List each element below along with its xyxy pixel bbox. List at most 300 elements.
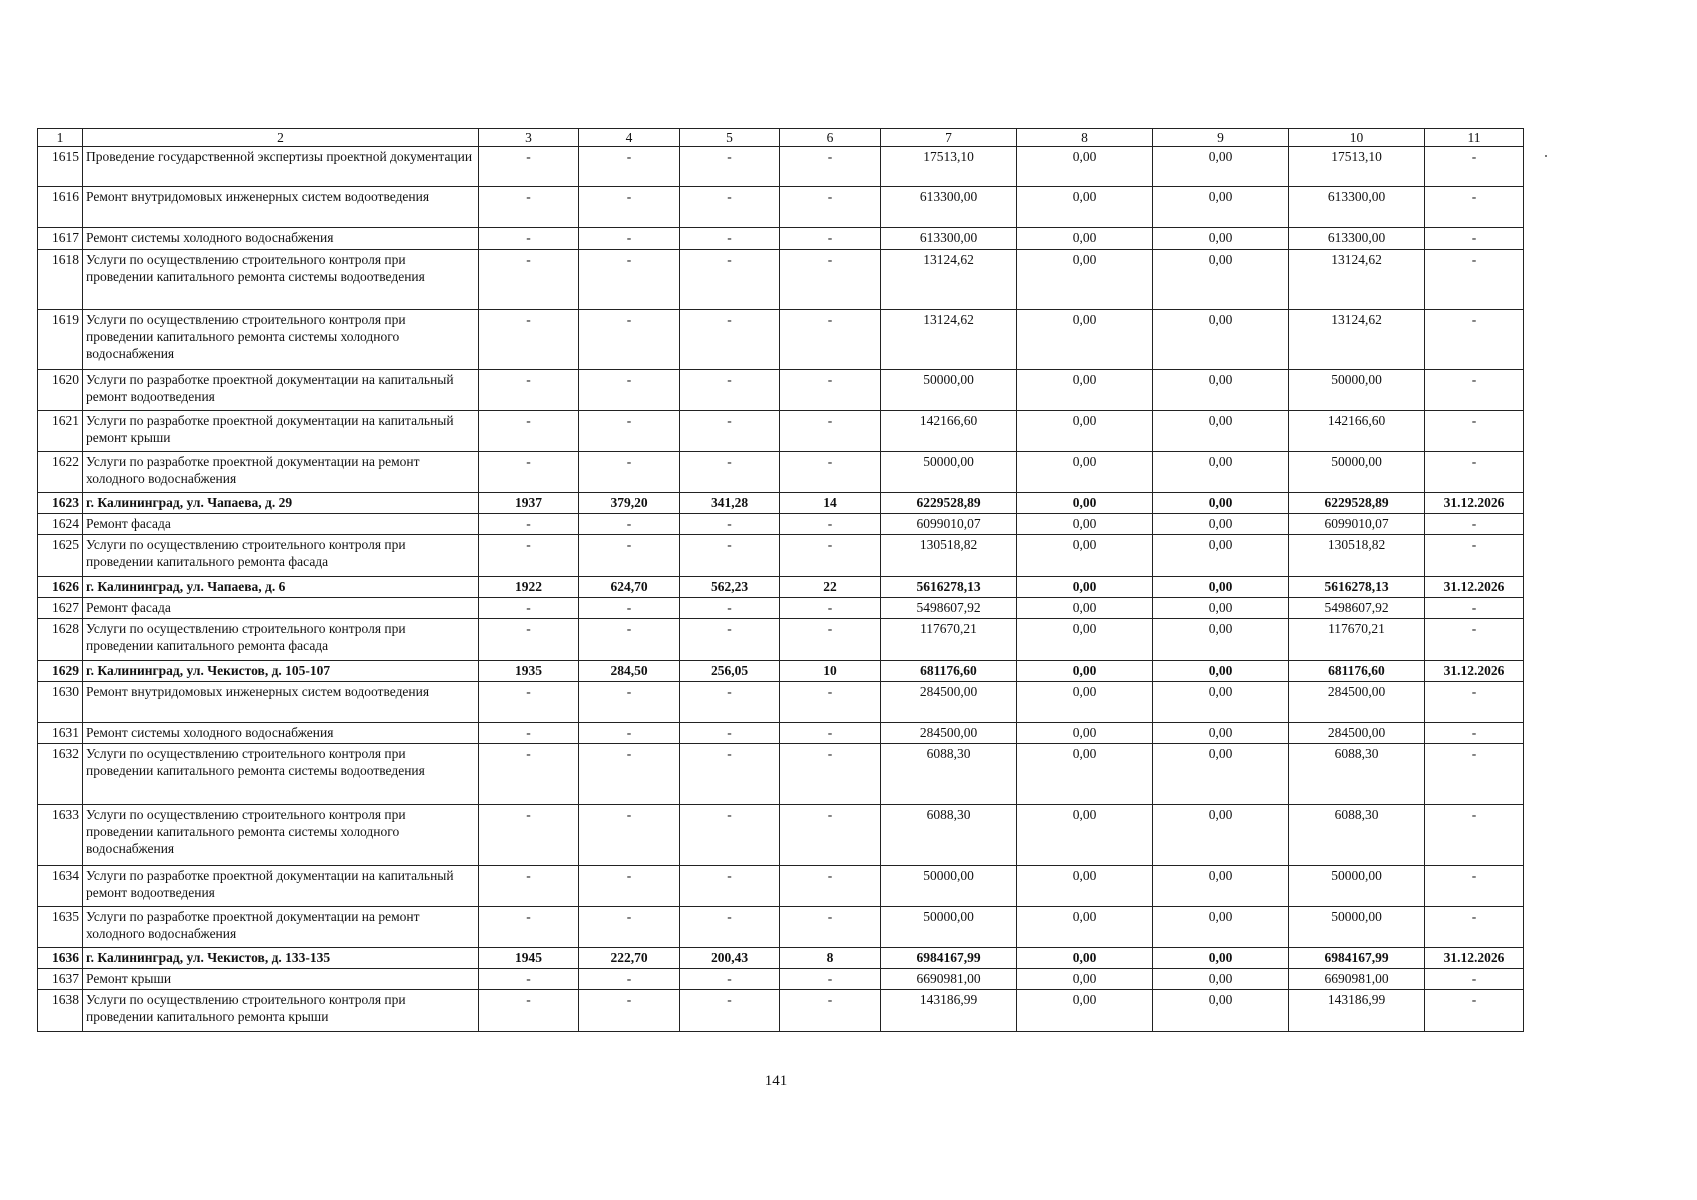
col10-cell: 50000,00 [1289,866,1425,907]
col6-cell: - [780,452,881,493]
col7-cell: 117670,21 [881,619,1017,661]
col8-cell: 0,00 [1017,907,1153,948]
row-number-cell: 1636 [38,948,83,969]
col4-cell: - [579,514,680,535]
col3-cell: 1945 [479,948,579,969]
col6-cell: - [780,969,881,990]
col5-cell: - [680,969,780,990]
col4-cell: - [579,805,680,866]
col6-cell: - [780,990,881,1032]
table-row [38,411,1524,452]
row-number-cell: 1628 [38,619,83,661]
col10-cell: 613300,00 [1289,187,1425,228]
header-row [38,129,1524,147]
col9-cell: 0,00 [1153,514,1289,535]
header-cell: 9 [1153,129,1289,147]
table-row [38,250,1524,310]
col4-cell: 284,50 [579,661,680,682]
col8-cell: 0,00 [1017,723,1153,744]
table-row [38,969,1524,990]
col9-cell: 0,00 [1153,310,1289,370]
col3-cell: 1937 [479,493,579,514]
col11-cell: - [1425,866,1524,907]
table-row [38,228,1524,250]
col9-cell: 0,00 [1153,187,1289,228]
col10-cell: 50000,00 [1289,370,1425,411]
col10-cell: 50000,00 [1289,452,1425,493]
col11-cell: - [1425,969,1524,990]
col3-cell: - [479,310,579,370]
col5-cell: - [680,805,780,866]
col5-cell: - [680,228,780,250]
description-cell: Ремонт внутридомовых инженерных систем водоотведения [83,187,479,228]
col6-cell: 8 [780,948,881,969]
col8-cell: 0,00 [1017,969,1153,990]
col6-cell: - [780,411,881,452]
col9-cell: 0,00 [1153,452,1289,493]
col7-cell: 5616278,13 [881,577,1017,598]
col11-cell: - [1425,411,1524,452]
col5-cell: - [680,411,780,452]
col4-cell: 624,70 [579,577,680,598]
col11-cell: 31.12.2026 [1425,577,1524,598]
col3-cell: - [479,866,579,907]
col8-cell: 0,00 [1017,147,1153,187]
col7-cell: 17513,10 [881,147,1017,187]
col9-cell: 0,00 [1153,535,1289,577]
col11-cell: - [1425,147,1524,187]
col8-cell: 0,00 [1017,598,1153,619]
col10-cell: 681176,60 [1289,661,1425,682]
row-number-cell: 1630 [38,682,83,723]
col5-cell: 562,23 [680,577,780,598]
description-cell: Услуги по разработке проектной документации на ремонт холодного водоснабжения [83,452,479,493]
col9-cell: 0,00 [1153,228,1289,250]
row-number-cell: 1622 [38,452,83,493]
col8-cell: 0,00 [1017,682,1153,723]
description-cell: Услуги по разработке проектной документации на ремонт холодного водоснабжения [83,907,479,948]
col11-cell: - [1425,535,1524,577]
col11-cell: 31.12.2026 [1425,493,1524,514]
table-row [38,619,1524,661]
col10-cell: 142166,60 [1289,411,1425,452]
col3-cell: - [479,147,579,187]
col5-cell: - [680,866,780,907]
col3-cell: - [479,411,579,452]
col7-cell: 284500,00 [881,723,1017,744]
row-number-cell: 1629 [38,661,83,682]
col3-cell: - [479,907,579,948]
col6-cell: - [780,805,881,866]
row-number-cell: 1624 [38,514,83,535]
header-cell: 6 [780,129,881,147]
header-cell: 5 [680,129,780,147]
table-row [38,310,1524,370]
col11-cell: - [1425,805,1524,866]
col4-cell: 222,70 [579,948,680,969]
col4-cell: - [579,228,680,250]
col7-cell: 130518,82 [881,535,1017,577]
col4-cell: - [579,452,680,493]
col4-cell: 379,20 [579,493,680,514]
description-cell: Ремонт системы холодного водоснабжения [83,228,479,250]
row-number-cell: 1633 [38,805,83,866]
col4-cell: - [579,250,680,310]
header-cell: 1 [38,129,83,147]
description-cell: Услуги по осуществлению строительного контроля при проведении капитального ремонта системы холодного водоснабжения [83,805,479,866]
col3-cell: - [479,187,579,228]
row-number-cell: 1634 [38,866,83,907]
col10-cell: 50000,00 [1289,907,1425,948]
col8-cell: 0,00 [1017,661,1153,682]
col8-cell: 0,00 [1017,948,1153,969]
col9-cell: 0,00 [1153,907,1289,948]
col7-cell: 13124,62 [881,250,1017,310]
col4-cell: - [579,310,680,370]
col4-cell: - [579,411,680,452]
col4-cell: - [579,370,680,411]
col6-cell: - [780,310,881,370]
col4-cell: - [579,598,680,619]
description-cell: Услуги по осуществлению строительного контроля при проведении капитального ремонта системы водоотведения [83,744,479,805]
table-row [38,805,1524,866]
description-cell: Ремонт системы холодного водоснабжения [83,723,479,744]
col10-cell: 130518,82 [1289,535,1425,577]
col11-cell: - [1425,619,1524,661]
col8-cell: 0,00 [1017,866,1153,907]
row-number-cell: 1632 [38,744,83,805]
col10-cell: 5616278,13 [1289,577,1425,598]
col9-cell: 0,00 [1153,598,1289,619]
col9-cell: 0,00 [1153,577,1289,598]
col6-cell: - [780,535,881,577]
col7-cell: 6229528,89 [881,493,1017,514]
col6-cell: - [780,147,881,187]
col8-cell: 0,00 [1017,744,1153,805]
col7-cell: 613300,00 [881,187,1017,228]
col9-cell: 0,00 [1153,493,1289,514]
description-cell: Ремонт внутридомовых инженерных систем водоотведения [83,682,479,723]
col6-cell: - [780,866,881,907]
col10-cell: 6229528,89 [1289,493,1425,514]
scan-speck [1545,155,1547,157]
col7-cell: 6088,30 [881,744,1017,805]
col4-cell: - [579,147,680,187]
col5-cell: - [680,187,780,228]
col10-cell: 117670,21 [1289,619,1425,661]
table-row [38,990,1524,1032]
table-row [38,948,1524,969]
table-row [38,661,1524,682]
col6-cell: - [780,598,881,619]
col8-cell: 0,00 [1017,310,1153,370]
col6-cell: - [780,514,881,535]
col3-cell: - [479,370,579,411]
col9-cell: 0,00 [1153,990,1289,1032]
col5-cell: - [680,990,780,1032]
col9-cell: 0,00 [1153,661,1289,682]
col5-cell: - [680,310,780,370]
row-number-cell: 1626 [38,577,83,598]
col8-cell: 0,00 [1017,370,1153,411]
col4-cell: - [579,723,680,744]
description-cell: Услуги по разработке проектной документации на капитальный ремонт водоотведения [83,370,479,411]
col11-cell: - [1425,187,1524,228]
header-cell: 7 [881,129,1017,147]
col6-cell: 10 [780,661,881,682]
col9-cell: 0,00 [1153,805,1289,866]
col10-cell: 5498607,92 [1289,598,1425,619]
col3-cell: - [479,514,579,535]
col6-cell: - [780,723,881,744]
col3-cell: - [479,990,579,1032]
description-cell: Проведение государственной экспертизы проектной документации [83,147,479,187]
col3-cell: - [479,723,579,744]
col6-cell: - [780,187,881,228]
col11-cell: - [1425,907,1524,948]
col3-cell: - [479,744,579,805]
row-number-cell: 1627 [38,598,83,619]
col9-cell: 0,00 [1153,948,1289,969]
description-cell: г. Калининград, ул. Чекистов, д. 133-135 [83,948,479,969]
col7-cell: 50000,00 [881,452,1017,493]
col9-cell: 0,00 [1153,682,1289,723]
page-number: 141 [764,1073,788,1089]
description-cell: г. Калининград, ул. Чапаева, д. 6 [83,577,479,598]
row-number-cell: 1615 [38,147,83,187]
row-number-cell: 1635 [38,907,83,948]
col3-cell: - [479,598,579,619]
col3-cell: - [479,619,579,661]
col4-cell: - [579,619,680,661]
col4-cell: - [579,744,680,805]
col10-cell: 17513,10 [1289,147,1425,187]
col9-cell: 0,00 [1153,370,1289,411]
col7-cell: 142166,60 [881,411,1017,452]
col8-cell: 0,00 [1017,514,1153,535]
table-row [38,370,1524,411]
table-row [38,907,1524,948]
col4-cell: - [579,535,680,577]
description-cell: Услуги по осуществлению строительного контроля при проведении капитального ремонта системы холодного водоснабжения [83,310,479,370]
col5-cell: 341,28 [680,493,780,514]
col7-cell: 613300,00 [881,228,1017,250]
col3-cell: - [479,535,579,577]
col5-cell: - [680,682,780,723]
description-cell: г. Калининград, ул. Чекистов, д. 105-107 [83,661,479,682]
description-cell: Ремонт фасада [83,598,479,619]
col9-cell: 0,00 [1153,411,1289,452]
header-cell: 8 [1017,129,1153,147]
col7-cell: 6984167,99 [881,948,1017,969]
row-number-cell: 1631 [38,723,83,744]
table-row [38,682,1524,723]
col10-cell: 613300,00 [1289,228,1425,250]
col10-cell: 284500,00 [1289,682,1425,723]
col8-cell: 0,00 [1017,187,1153,228]
table-row [38,866,1524,907]
col4-cell: - [579,969,680,990]
col5-cell: 256,05 [680,661,780,682]
col6-cell: - [780,250,881,310]
col10-cell: 284500,00 [1289,723,1425,744]
col5-cell: - [680,250,780,310]
col8-cell: 0,00 [1017,250,1153,310]
col6-cell: - [780,619,881,661]
col11-cell: - [1425,228,1524,250]
header-cell: 3 [479,129,579,147]
col8-cell: 0,00 [1017,493,1153,514]
col5-cell: - [680,619,780,661]
row-number-cell: 1623 [38,493,83,514]
col11-cell: - [1425,598,1524,619]
col5-cell: - [680,452,780,493]
col11-cell: - [1425,370,1524,411]
row-number-cell: 1625 [38,535,83,577]
row-number-cell: 1619 [38,310,83,370]
col6-cell: - [780,682,881,723]
col10-cell: 13124,62 [1289,310,1425,370]
col11-cell: - [1425,744,1524,805]
col7-cell: 143186,99 [881,990,1017,1032]
col9-cell: 0,00 [1153,723,1289,744]
col7-cell: 50000,00 [881,907,1017,948]
col11-cell: - [1425,452,1524,493]
col10-cell: 6099010,07 [1289,514,1425,535]
col11-cell: - [1425,514,1524,535]
col5-cell: 200,43 [680,948,780,969]
col7-cell: 6088,30 [881,805,1017,866]
row-number-cell: 1621 [38,411,83,452]
col4-cell: - [579,907,680,948]
description-cell: Услуги по осуществлению строительного контроля при проведении капитального ремонта крыши [83,990,479,1032]
description-cell: Услуги по осуществлению строительного контроля при проведении капитального ремонта фасада [83,619,479,661]
col4-cell: - [579,682,680,723]
col5-cell: - [680,744,780,805]
col3-cell: 1922 [479,577,579,598]
col5-cell: - [680,723,780,744]
col4-cell: - [579,990,680,1032]
description-cell: Услуги по осуществлению строительного контроля при проведении капитального ремонта системы водоотведения [83,250,479,310]
row-number-cell: 1620 [38,370,83,411]
col9-cell: 0,00 [1153,619,1289,661]
col9-cell: 0,00 [1153,866,1289,907]
col5-cell: - [680,370,780,411]
table-row [38,744,1524,805]
col9-cell: 0,00 [1153,250,1289,310]
header-cell: 10 [1289,129,1425,147]
col7-cell: 284500,00 [881,682,1017,723]
col5-cell: - [680,598,780,619]
col6-cell: - [780,744,881,805]
col5-cell: - [680,907,780,948]
col9-cell: 0,00 [1153,744,1289,805]
col3-cell: - [479,228,579,250]
description-cell: Услуги по разработке проектной документации на капитальный ремонт крыши [83,411,479,452]
col5-cell: - [680,514,780,535]
col6-cell: - [780,907,881,948]
col7-cell: 50000,00 [881,370,1017,411]
table-row [38,577,1524,598]
col10-cell: 6088,30 [1289,744,1425,805]
col6-cell: 14 [780,493,881,514]
col11-cell: - [1425,310,1524,370]
col7-cell: 13124,62 [881,310,1017,370]
table-row [38,514,1524,535]
header-cell: 2 [83,129,479,147]
col3-cell: - [479,452,579,493]
description-cell: Ремонт крыши [83,969,479,990]
table-body [38,147,1524,1032]
table-row [38,493,1524,514]
header-cell: 4 [579,129,680,147]
row-number-cell: 1617 [38,228,83,250]
col3-cell: - [479,805,579,866]
description-cell: Ремонт фасада [83,514,479,535]
col9-cell: 0,00 [1153,147,1289,187]
row-number-cell: 1618 [38,250,83,310]
col3-cell: - [479,969,579,990]
col11-cell: - [1425,990,1524,1032]
description-cell: Услуги по разработке проектной документации на капитальный ремонт водоотведения [83,866,479,907]
col10-cell: 6690981,00 [1289,969,1425,990]
col11-cell: 31.12.2026 [1425,661,1524,682]
col8-cell: 0,00 [1017,535,1153,577]
col8-cell: 0,00 [1017,577,1153,598]
col3-cell: - [479,250,579,310]
col6-cell: - [780,370,881,411]
col8-cell: 0,00 [1017,805,1153,866]
col8-cell: 0,00 [1017,452,1153,493]
col11-cell: - [1425,723,1524,744]
col11-cell: 31.12.2026 [1425,948,1524,969]
col9-cell: 0,00 [1153,969,1289,990]
description-cell: Услуги по осуществлению строительного контроля при проведении капитального ремонта фасада [83,535,479,577]
header-cell: 11 [1425,129,1524,147]
data-table [37,128,1524,1032]
col7-cell: 681176,60 [881,661,1017,682]
col8-cell: 0,00 [1017,619,1153,661]
table-row [38,598,1524,619]
col4-cell: - [579,187,680,228]
col11-cell: - [1425,682,1524,723]
col6-cell: - [780,228,881,250]
row-number-cell: 1616 [38,187,83,228]
table-row [38,535,1524,577]
col10-cell: 143186,99 [1289,990,1425,1032]
col5-cell: - [680,535,780,577]
col3-cell: 1935 [479,661,579,682]
col7-cell: 6690981,00 [881,969,1017,990]
col6-cell: 22 [780,577,881,598]
col5-cell: - [680,147,780,187]
col8-cell: 0,00 [1017,228,1153,250]
col11-cell: - [1425,250,1524,310]
table-row [38,723,1524,744]
col10-cell: 6088,30 [1289,805,1425,866]
row-number-cell: 1637 [38,969,83,990]
col8-cell: 0,00 [1017,990,1153,1032]
col7-cell: 5498607,92 [881,598,1017,619]
col4-cell: - [579,866,680,907]
col7-cell: 6099010,07 [881,514,1017,535]
row-number-cell: 1638 [38,990,83,1032]
col3-cell: - [479,682,579,723]
table-row [38,187,1524,228]
description-cell: г. Калининград, ул. Чапаева, д. 29 [83,493,479,514]
col10-cell: 6984167,99 [1289,948,1425,969]
col10-cell: 13124,62 [1289,250,1425,310]
